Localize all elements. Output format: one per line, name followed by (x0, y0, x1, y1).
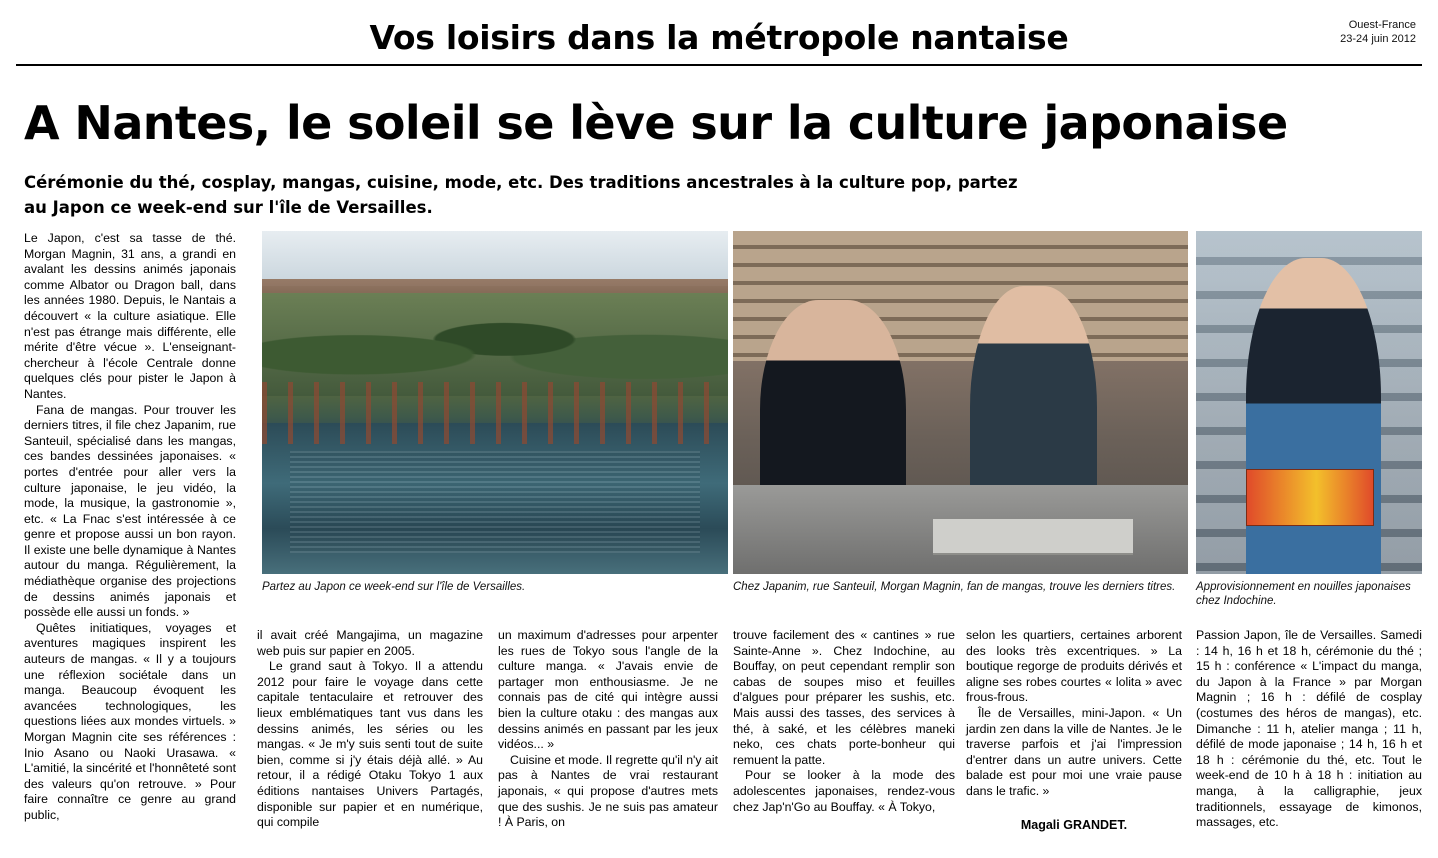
photo-trees-area (262, 293, 728, 396)
article-byline: Magali GRANDET. (1020, 818, 1128, 832)
japanese-garden-photo (262, 231, 728, 574)
source-name: Ouest-France (1348, 19, 1416, 31)
paragraph: Le Japon, c'est sa tasse de thé. Morgan Magnin, 31 ans, a grandi en avalant les dessins animés japonais comme Albator ou Dragon ball, dans les années 1980. Depuis, le Nantais a découvert « la culture asiatique. Elle n'est pas étrange mais différente, elle mérite d'être vécue ». L'enseignant-chercheur à l'école Centrale donne quelques clés pour pister le Japon à Nantes. (24, 231, 236, 401)
masthead (0, 0, 1438, 62)
photo-keyboard (933, 519, 1133, 553)
paragraph: un maximum d'adresses pour arpenter les rues de Tokyo sous l'angle de la culture manga. « J'avais envie de partager mon enthousiasme. Je ne connais pas de cité qui intègre aussi bien la culture otaku : des mangas aux dessins animés en passant par les jeux vidéos... » (498, 628, 718, 752)
paragraph: Cuisine et mode. Il regrette qu'il n'y ait pas à Nantes de vrai restaurant japonais, « qui propose d'autres mets que des sushis. Je ne suis pas amateur ! À Paris, on (498, 752, 718, 830)
issue-date: 23-24 juin 2012 (1340, 33, 1416, 45)
article-column-4 (733, 628, 955, 815)
paragraph: Île de Versailles, mini-Japon. « Un jardin zen dans la ville de Nantes. Je le traverse parfois et j'ai l'impression d'entrer dans un autre univers. Cette balade est pour moi une vraie pause dans le trafic. » (966, 705, 1182, 798)
article-column-5 (966, 628, 1182, 800)
article-standfirst: Cérémonie du thé, cosplay, mangas, cuisine, mode, etc. Des traditions ancestrales à la culture pop, partez au Japon ce week-end sur l'île de Versailles. (24, 173, 1018, 217)
paragraph: Fana de mangas. Pour trouver les derniers titres, il file chez Japanim, rue Santeuil, spécialisé dans les mangas, ces bandes dessinées japonaises. « portes d'entrée pour aller vers la culture japonaise, le jeu vidéo, la mode, la musique, la gastronomie », etc. « La Fnac s'est intéressée à ce genre et propose aussi un bon rayon. Il existe une belle dynamique à Nantes autour du manga. Régulièrement, la médiathèque organise des projections de dessins animés japonais et possède elle aussi un fonds. » (24, 402, 236, 620)
paragraph: Passion Japon, île de Versailles. Samedi : 14 h, 16 h et 18 h, cérémonie du thé ; 15 h : conférence « L'impact du manga, du Japon à la France » par Morgan Magnin ; 16 h : défilé de cosplay (costumes des héros de mangas), etc. Dimanche : 11 h, atelier manga ; 11 h, défilé de mode japonaise ; 14 h, 16 h et 18 h : cérémonie du thé, etc. Tout le week-end de 10 h à 18 h : initiation au manga, à la calligraphie, jeux traditionnels, essayage de kimonos, massages, etc. (1196, 628, 1422, 830)
photo-caption-japanim: Chez Japanim, rue Santeuil, Morgan Magnin, fan de mangas, trouve les derniers titres. (733, 581, 1176, 593)
photo-shopper (1246, 258, 1382, 574)
paragraph: selon les quartiers, certaines arborent des looks très excentriques. » La boutique regorge de produits dérivés et aligne ses robes courtes « lolita » avec frous-frous. (966, 628, 1182, 705)
indochine-noodles-photo (1196, 231, 1422, 574)
masthead-title: Vos loisirs dans la métropole nantaise (369, 18, 1069, 57)
photo-bridge-posts (262, 382, 728, 444)
paragraph: Le grand saut à Tokyo. Il a attendu 2012 pour faire le voyage dans cette capitale tentaculaire et retrouver des lieux emblématiques tant vus dans les dessins animés, les séries ou les mangas. « Je m'y suis senti tout de suite bien, comme si j'y étais déjà allé. » Au retour, il a rédigé Otaku Tokyo 1 aux éditions nantaises Univers Partagés, disponible sur papier et en numérique, qui compile (257, 659, 483, 830)
header-divider (16, 64, 1422, 66)
photo-noodle-pack (1246, 469, 1375, 526)
paragraph: il avait créé Mangajima, un magazine web puis sur papier en 2005. (257, 628, 483, 658)
japanim-shop-photo (733, 231, 1188, 574)
article-column-1 (24, 231, 236, 824)
photo-caption-garden: Partez au Japon ce week-end sur l'île de Versailles. (262, 581, 526, 593)
paragraph: trouve facilement des « cantines » rue Sainte-Anne ». Chez Indochine, au Bouffay, on peut cependant remplir son cabas de soupes miso et feuilles d'algues pour préparer les sushis, etc. Mais aussi des tasses, des services à thé, à saké, et les célèbres maneki neko, ces chats porte-bonheur qui remuent la patte. (733, 628, 955, 767)
article-headline: A Nantes, le soleil se lève sur la culture japonaise (24, 96, 1288, 150)
photo-caption-indochine: Approvisionnement en nouilles japonaises chez Indochine. (1196, 581, 1411, 607)
article-column-3 (498, 628, 718, 831)
paragraph: Quêtes initiatiques, voyages et aventures magiques inspirent les auteurs de mangas. « Il y a toujours une réflexion sociétale dans un manga. Beaucoup évoquent les avancées technologiques, les questions liées aux mondes virtuels. » Morgan Magnin cite ses références : Inio Asano ou Naoki Urasawa. « L'amitié, la sincérité et l'honnêteté sont des valeurs qu'on retrouve. » Pour faire connaître ce genre au grand public, (24, 620, 236, 822)
photo-sky-area (262, 231, 728, 286)
masthead-source (1340, 18, 1416, 46)
article-column-2 (257, 628, 483, 831)
article-column-6 (1196, 628, 1422, 831)
paragraph: Pour se looker à la mode des adolescentes japonaises, rendez-vous chez Jap'n'Go au Bouffay. « À Tokyo, (733, 768, 955, 814)
photo-reflection (290, 451, 700, 554)
